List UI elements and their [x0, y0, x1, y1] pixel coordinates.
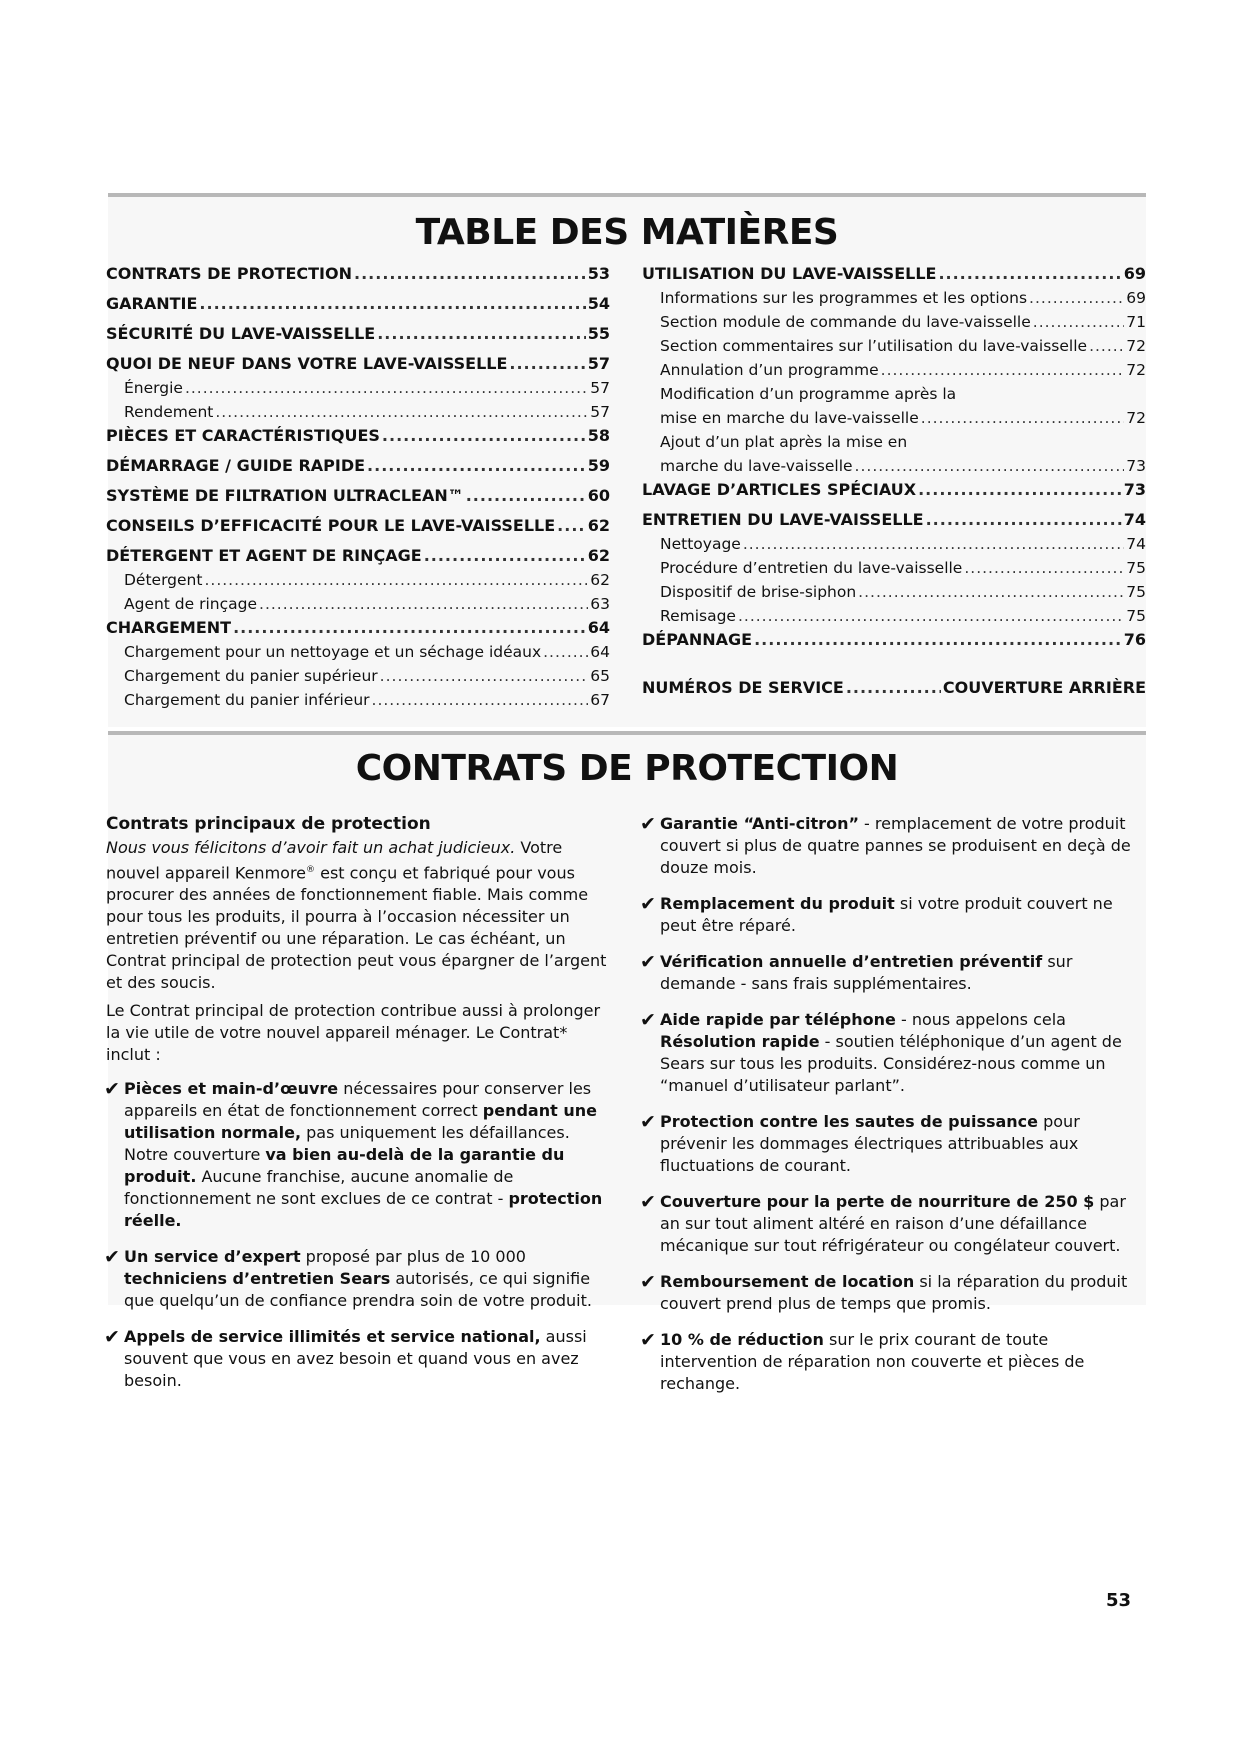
toc-leader — [424, 545, 586, 567]
toc-subentry-page: 65 — [590, 667, 610, 685]
toc-subentry[interactable] — [642, 533, 1146, 557]
toc-leader — [918, 479, 1122, 501]
toc-subentry-label: Détergent — [124, 571, 203, 589]
toc-leader — [380, 665, 589, 687]
checkmark-icon: ✔ — [104, 1078, 120, 1101]
toc-subentry-first-line[interactable]: Ajout d’un plat après la mise en — [660, 433, 908, 451]
toc-subentry[interactable] — [106, 593, 610, 617]
toc-left-column — [106, 263, 610, 713]
toc-entry-label: PIÈCES ET CARACTÉRISTIQUES — [106, 426, 380, 445]
checkmark-icon: ✔ — [640, 1009, 656, 1031]
toc-entry-page: 62 — [587, 516, 610, 535]
toc-entry[interactable] — [106, 323, 610, 353]
contracts-left-column — [106, 813, 608, 1406]
toc-leader — [1033, 311, 1125, 333]
checkmark-icon: ✔ — [640, 1191, 656, 1213]
toc-subentry-page: 72 — [1126, 337, 1146, 355]
toc-subentry[interactable] — [106, 689, 610, 713]
toc-leader — [921, 407, 1125, 429]
toc-subentry[interactable] — [106, 401, 610, 425]
toc-leader — [204, 569, 588, 591]
toc-subentry-page: 72 — [1126, 361, 1146, 379]
toc-entry[interactable] — [106, 425, 610, 455]
toc-entry-page: 55 — [587, 324, 610, 343]
toc-leader — [185, 377, 588, 399]
toc-subentry-first-line[interactable]: Modification d’un programme après la — [660, 385, 957, 403]
toc-right-column — [642, 263, 1146, 707]
toc-entry-page: 54 — [587, 294, 610, 313]
checkmark-icon: ✔ — [104, 1246, 120, 1269]
toc-subentry-page: 72 — [1126, 409, 1146, 427]
toc-subentry-label: Section module de commande du lave-vaisselle — [660, 313, 1031, 331]
toc-entry-page: COUVERTURE ARRIÈRE — [942, 678, 1146, 697]
toc-entry-label: DÉTERGENT ET AGENT DE RINÇAGE — [106, 546, 422, 565]
toc-leader — [372, 689, 589, 711]
toc-subentry[interactable] — [106, 569, 610, 593]
toc-entry[interactable] — [106, 293, 610, 323]
toc-subentry[interactable] — [642, 557, 1146, 581]
toc-leader — [754, 629, 1122, 651]
toc-subentry-label: Chargement du panier supérieur — [124, 667, 378, 685]
toc-subentry[interactable] — [642, 605, 1146, 629]
toc-subentry-page: 75 — [1126, 559, 1146, 577]
toc-entry-label: CONSEILS D’EFFICACITÉ POUR LE LAVE-VAISSELLE — [106, 516, 556, 535]
toc-subentry[interactable] — [642, 455, 1146, 479]
toc-subentry-page: 67 — [590, 691, 610, 709]
toc-subentry-label: Énergie — [124, 379, 183, 397]
toc-leader — [881, 359, 1125, 381]
checkmark-icon: ✔ — [640, 813, 656, 835]
toc-leader — [743, 533, 1124, 555]
toc-subentry-label: Dispositif de brise-siphon — [660, 583, 857, 601]
toc-leader — [1029, 287, 1124, 309]
toc-subentry-page: 71 — [1126, 313, 1146, 331]
benefit-item: ✔ Appels de service illimités et service national, aussi souvent que vous en avez besoin et quand vous en avez besoin. — [104, 1326, 587, 1391]
toc-subentry-label: marche du lave-vaisselle — [660, 457, 853, 475]
toc-leader — [926, 509, 1122, 531]
toc-leader — [738, 605, 1124, 627]
toc-entry-label: ENTRETIEN DU LAVE-VAISSELLE — [642, 510, 924, 529]
toc-leader — [557, 515, 586, 537]
toc-subentry-label: mise en marche du lave-vaisselle — [660, 409, 919, 427]
toc-subentry-label: Procédure d’entretien du lave-vaisselle — [660, 559, 963, 577]
toc-subentry-label: Chargement pour un nettoyage et un séchage idéaux — [124, 643, 542, 661]
registered-mark: ® — [306, 865, 316, 875]
toc-entry[interactable] — [106, 515, 610, 545]
contracts-right-column — [642, 813, 1142, 1409]
toc-title: TABLE DES MATIÈRES — [415, 212, 839, 253]
toc-entry-label: UTILISATION DU LAVE-VAISSELLE — [642, 264, 937, 283]
toc-entry-page: 62 — [587, 546, 610, 565]
benefit-item: ✔ 10 % de réduction sur le prix courant de toute intervention de réparation non couverte et pièces de rechange. — [640, 1329, 1085, 1393]
toc-entry[interactable] — [642, 509, 1146, 533]
toc-entry-label: QUOI DE NEUF DANS VOTRE LAVE-VAISSELLE — [106, 354, 508, 373]
toc-leader — [259, 593, 588, 615]
toc-subentry-label: Remisage — [660, 607, 736, 625]
toc-subentry-page: 75 — [1126, 583, 1146, 601]
toc-entry[interactable] — [106, 485, 610, 515]
toc-leader — [1089, 335, 1124, 357]
toc-subentry-label: Rendement — [124, 403, 214, 421]
toc-entry-page: 53 — [587, 264, 610, 283]
toc-entry-page: 58 — [587, 426, 610, 445]
toc-leader — [855, 455, 1125, 477]
toc-subentry-page: 73 — [1126, 457, 1146, 475]
toc-entry-label: CONTRATS DE PROTECTION — [106, 264, 352, 283]
toc-subentry-label: Agent de rinçage — [124, 595, 258, 613]
checkmark-icon: ✔ — [640, 893, 656, 915]
checkmark-icon: ✔ — [640, 1329, 656, 1351]
intro-italic: Nous vous félicitons d’avoir fait un achat judicieux. — [106, 838, 516, 857]
toc-leader — [354, 263, 586, 285]
toc-entry-label: SÉCURITÉ DU LAVE-VAISSELLE — [106, 324, 376, 343]
checkmark-icon: ✔ — [640, 1271, 656, 1293]
toc-subentry-label: Chargement du panier inférieur — [124, 691, 370, 709]
toc-entry-page: 60 — [587, 486, 610, 505]
toc-leader — [466, 485, 586, 507]
toc-leader — [964, 557, 1124, 579]
toc-subentry[interactable] — [642, 407, 1146, 431]
benefit-item: ✔ Remboursement de location si la réparation du produit couvert prend plus de temps que promis. — [640, 1271, 1128, 1313]
top-divider — [108, 193, 1146, 197]
toc-subentry-label: Annulation d’un programme — [660, 361, 879, 379]
toc-leader — [199, 293, 585, 315]
toc-entry-page: 57 — [587, 354, 610, 373]
toc-leader — [382, 425, 586, 447]
toc-entry[interactable] — [106, 353, 610, 377]
toc-subentry[interactable] — [106, 377, 610, 401]
toc-entry-label: NUMÉROS DE SERVICE — [642, 678, 844, 697]
toc-subentry-label: Section commentaires sur l’utilisation du lave-vaisselle — [660, 337, 1088, 355]
toc-entry[interactable] — [106, 617, 610, 641]
toc-subentry-page: 63 — [590, 595, 610, 613]
toc-entry[interactable] — [106, 263, 610, 293]
toc-entry-label: SYSTÈME DE FILTRATION ULTRACLEAN™ — [106, 486, 464, 505]
toc-subentry[interactable] — [642, 287, 1146, 311]
toc-entry-page: 76 — [1123, 630, 1146, 649]
toc-entry[interactable] — [106, 545, 610, 569]
benefit-item: ✔ Un service d’expert proposé par plus de 10 000 techniciens d’entretien Sears autorisés, ce qui signifie que quelqu’un de confiance prendra soin de votre produit. — [104, 1246, 592, 1311]
toc-entry-label: CHARGEMENT — [106, 618, 232, 637]
toc-leader — [858, 581, 1124, 603]
benefit-item: ✔ Remplacement du produit si votre produit couvert ne peut être réparé. — [640, 893, 1113, 935]
toc-leader — [233, 617, 586, 639]
toc-entry[interactable] — [642, 629, 1146, 659]
toc-entry-label: DÉPANNAGE — [642, 630, 753, 649]
toc-leader — [367, 455, 586, 477]
benefit-item: ✔ Garantie “Anti-citron” - remplacement de votre produit couvert si plus de quatre pannes se produisent en deçà de douze mois. — [640, 813, 1131, 877]
toc-entry-label: LAVAGE D’ARTICLES SPÉCIAUX — [642, 480, 917, 499]
toc-entry-page: 64 — [587, 618, 610, 637]
toc-entry-page: 59 — [587, 456, 610, 475]
toc-entry[interactable] — [642, 263, 1146, 287]
benefit-item: ✔ Couverture pour la perte de nourriture de 250 $ par an sur tout aliment altéré en raison d’une défaillance mécanique sur tout réfrigérateur ou congélateur couvert. — [640, 1191, 1126, 1255]
toc-subentry-page: 64 — [590, 643, 610, 661]
intro-paragraph — [106, 837, 608, 994]
middle-divider — [108, 731, 1146, 735]
toc-leader — [938, 263, 1121, 285]
toc-subentry[interactable] — [642, 335, 1146, 359]
intro-text: Votre nouvel appareil Kenmore — [106, 838, 563, 883]
toc-subentry[interactable] — [642, 311, 1146, 335]
toc-entry-label: DÉMARRAGE / GUIDE RAPIDE — [106, 456, 366, 475]
toc-subentry[interactable] — [642, 359, 1146, 383]
toc-subentry-page: 57 — [590, 379, 610, 397]
toc-leader — [509, 353, 585, 375]
toc-subentry-page: 62 — [590, 571, 610, 589]
checkmark-icon: ✔ — [640, 951, 656, 973]
toc-subentry-label: Nettoyage — [660, 535, 741, 553]
toc-subentry-page: 57 — [590, 403, 610, 421]
intro-text: est conçu et fabriqué pour vous procurer des années de fonctionnement fiable. Mais comme pour tous les produits, il pourra à l’occasion nécessiter un entretien préventif ou une réparation. Le cas échéant, un Contrat principal de protection peut vous épargner de l’argent et des soucis. — [106, 863, 607, 993]
toc-leader — [215, 401, 588, 423]
page-number: 53 — [1106, 1590, 1132, 1611]
toc-entry[interactable] — [642, 479, 1146, 509]
benefit-item: ✔ Protection contre les sautes de puissance pour prévenir les dommages électriques attribuables aux fluctuations de courant. — [640, 1111, 1080, 1175]
contracts-title: CONTRATS DE PROTECTION — [355, 748, 899, 789]
checkmark-icon: ✔ — [104, 1326, 120, 1349]
toc-entry-page: 73 — [1123, 480, 1146, 499]
toc-entry[interactable] — [106, 455, 610, 485]
benefit-item: ✔ Pièces et main-d’œuvre nécessaires pour conserver les appareils en état de fonctionnement correct pendant une utilisation normale, pas uniquement les défaillances. Notre couverture va bien au-delà de la garantie du produit. Aucune franchise, aucune anomalie de fonctionnement ne sont exclues de ce contrat - protection réelle. — [104, 1078, 603, 1231]
benefit-item: ✔ Vérification annuelle d’entretien préventif sur demande - sans frais supplémentaires. — [640, 951, 1073, 993]
toc-subentry-page: 75 — [1126, 607, 1146, 625]
benefit-item: ✔ Aide rapide par téléphone - nous appelons cela Résolution rapide - soutien téléphonique d’un agent de Sears sur tous les produits. Considérez-nous comme un “manuel d’utilisateur parlant”. — [640, 1009, 1122, 1095]
toc-entry-page: 69 — [1123, 264, 1146, 283]
toc-entry-page: 74 — [1123, 510, 1146, 529]
toc-leader — [543, 641, 588, 663]
contracts-subheading: Contrats principaux de protection — [106, 814, 431, 834]
toc-subentry-page: 69 — [1126, 289, 1146, 307]
toc-leader — [377, 323, 586, 345]
toc-leader — [846, 677, 941, 699]
contract-paragraph: Le Contrat principal de protection contribue aussi à prolonger la vie utile de votre nouvel appareil ménager. Le Contrat* inclut : — [106, 1001, 601, 1065]
toc-subentry-label: Informations sur les programmes et les options — [660, 289, 1028, 307]
toc-subentry[interactable] — [106, 641, 610, 665]
checkmark-icon: ✔ — [640, 1111, 656, 1133]
toc-subentry[interactable] — [642, 581, 1146, 605]
toc-entry[interactable] — [642, 677, 1146, 707]
toc-subentry[interactable] — [106, 665, 610, 689]
toc-entry-label: GARANTIE — [106, 294, 198, 313]
toc-subentry-page: 74 — [1126, 535, 1146, 553]
